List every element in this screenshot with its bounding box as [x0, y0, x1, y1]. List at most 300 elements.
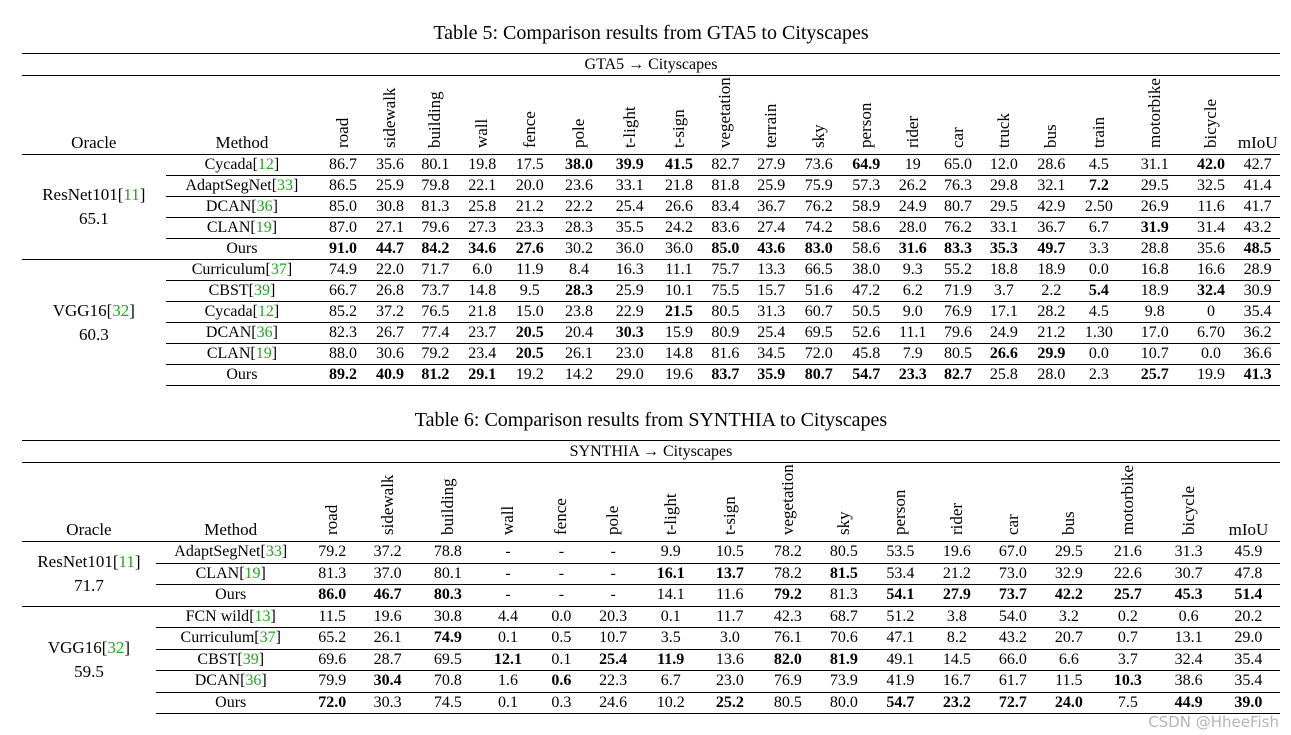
- column-header-miou: mIoU: [1228, 520, 1269, 539]
- table-row: [22, 260, 1280, 281]
- cell-sidewalk: 44.7: [368, 239, 412, 260]
- cell-road: 65.2: [306, 628, 359, 650]
- cell-bus: 20.7: [1042, 628, 1095, 650]
- cell-miou: 41.3: [1235, 365, 1280, 386]
- cell-bus: 28.6: [1028, 155, 1076, 176]
- cell-pole: 28.3: [554, 218, 605, 239]
- cell-miou: 35.4: [1235, 302, 1280, 323]
- cell-person: 53.5: [871, 542, 931, 564]
- cell-building: 80.1: [412, 155, 458, 176]
- column-header-row: [22, 76, 1280, 155]
- cell-sidewalk: 28.7: [359, 649, 417, 671]
- cell-pole: 22.3: [586, 671, 640, 693]
- column-header-train: train: [1088, 116, 1108, 148]
- cell-t-sign: 36.0: [655, 239, 703, 260]
- method-cell: Ours: [156, 585, 306, 607]
- cell-bicycle: 32.4: [1160, 649, 1217, 671]
- citation-ref[interactable]: 19: [255, 345, 272, 362]
- citation-ref[interactable]: 32: [107, 638, 125, 657]
- column-header-fence: fence: [551, 498, 571, 535]
- cell-miou: 43.2: [1235, 218, 1280, 239]
- cell-bus: 29.9: [1028, 344, 1076, 365]
- cell-road: 69.6: [306, 649, 359, 671]
- cell-sky: 80.5: [817, 542, 870, 564]
- oracle-backbone: ResNet101[11]: [42, 185, 146, 204]
- cell-sidewalk: 30.4: [359, 671, 417, 693]
- cell-bus: 24.0: [1042, 692, 1095, 714]
- cell-t-light: 25.9: [604, 281, 655, 302]
- citation-ref[interactable]: 37: [270, 261, 287, 278]
- column-header-road: road: [333, 117, 353, 148]
- cell-bus: 18.9: [1028, 260, 1076, 281]
- table-row: [22, 218, 1280, 239]
- cell-vegetation: 80.5: [759, 692, 818, 714]
- cell-t-sign: 23.0: [701, 671, 759, 693]
- cell-sidewalk: 26.1: [359, 628, 417, 650]
- table-row: [22, 563, 1280, 585]
- cell-miou: 47.8: [1217, 563, 1280, 585]
- cell-sky: 76.2: [794, 197, 843, 218]
- cell-train: 0.0: [1075, 260, 1123, 281]
- column-header-terrain: terrain: [761, 103, 781, 148]
- cell-rider: 9.3: [889, 260, 935, 281]
- oracle-header: Oracle: [66, 520, 112, 539]
- cell-road: 89.2: [318, 365, 368, 386]
- cell-t-light: 33.1: [604, 176, 655, 197]
- cell-person: 45.8: [843, 344, 889, 365]
- cell-t-sign: 15.9: [655, 323, 703, 344]
- cell-sky: 80.0: [817, 692, 870, 714]
- table-row: [22, 649, 1280, 671]
- cell-road: 81.3: [306, 563, 359, 585]
- cell-t-light: 36.0: [604, 239, 655, 260]
- citation-ref[interactable]: 19: [255, 219, 272, 236]
- cell-building: 74.9: [416, 628, 479, 650]
- cell-rider: 19: [889, 155, 935, 176]
- cell-sidewalk: 19.6: [359, 606, 417, 628]
- cell-terrain: 13.3: [748, 260, 794, 281]
- citation-ref[interactable]: 33: [277, 177, 294, 194]
- cell-bicycle: 19.9: [1187, 365, 1236, 386]
- cell-bicycle: 6.70: [1187, 323, 1236, 344]
- cell-person: 53.4: [871, 563, 931, 585]
- cell-miou: 36.2: [1235, 323, 1280, 344]
- cell-car: 73.7: [984, 585, 1043, 607]
- cell-bus: 42.2: [1042, 585, 1095, 607]
- cell-rider: 31.6: [889, 239, 935, 260]
- column-header-wall: wall: [498, 505, 517, 535]
- cell-sky: 72.0: [794, 344, 843, 365]
- column-header-t-sign: t-sign: [668, 109, 688, 148]
- cell-fence: -: [537, 542, 586, 564]
- cell-terrain: 34.5: [748, 344, 794, 365]
- cell-sidewalk: 27.1: [368, 218, 412, 239]
- cell-motorbike: 0.7: [1096, 628, 1161, 650]
- cell-t-sign: 11.7: [701, 606, 759, 628]
- method-cell: Ours: [166, 239, 319, 260]
- column-header-bicycle: bicycle: [1178, 485, 1198, 535]
- cell-fence: 20.5: [506, 323, 554, 344]
- cell-building: 69.5: [416, 649, 479, 671]
- cell-miou: 29.0: [1217, 628, 1280, 650]
- cell-motorbike: 17.0: [1123, 323, 1187, 344]
- cell-car: 83.3: [936, 239, 980, 260]
- cell-train: 1.30: [1075, 323, 1123, 344]
- cell-bicycle: 44.9: [1160, 692, 1217, 714]
- citation-ref[interactable]: 12: [257, 156, 274, 173]
- cell-terrain: 35.9: [748, 365, 794, 386]
- table-row: [22, 671, 1280, 693]
- cell-person: 47.2: [843, 281, 889, 302]
- cell-motorbike: 21.6: [1096, 542, 1161, 564]
- cell-sky: 81.3: [817, 585, 870, 607]
- cell-wall: 0.1: [479, 628, 537, 650]
- cell-car: 61.7: [984, 671, 1043, 693]
- cell-sidewalk: 40.9: [368, 365, 412, 386]
- cell-wall: -: [479, 542, 537, 564]
- span-header-row: [22, 441, 1280, 463]
- column-header-t-sign: t-sign: [719, 496, 739, 535]
- cell-sky: 73.9: [817, 671, 870, 693]
- cell-sidewalk: 25.9: [368, 176, 412, 197]
- cell-road: 66.7: [318, 281, 368, 302]
- cell-rider: 8.2: [930, 628, 983, 650]
- cell-t-sign: 41.5: [655, 155, 703, 176]
- cell-bus: 3.2: [1042, 606, 1095, 628]
- cell-road: 91.0: [318, 239, 368, 260]
- cell-building: 81.2: [412, 365, 458, 386]
- cell-car: 66.0: [984, 649, 1043, 671]
- cell-terrain: 27.4: [748, 218, 794, 239]
- cell-sky: 80.7: [794, 365, 843, 386]
- column-header-fence: fence: [519, 111, 539, 148]
- cell-road: 85.0: [318, 197, 368, 218]
- cell-bicycle: 35.6: [1187, 239, 1236, 260]
- cell-truck: 29.5: [980, 197, 1028, 218]
- cell-rider: 14.5: [930, 649, 983, 671]
- column-header-sky: sky: [808, 124, 828, 148]
- span-header: GTA5 → Cityscapes: [22, 54, 1280, 76]
- column-header-pole: pole: [603, 505, 623, 535]
- cell-t-light: 6.7: [640, 671, 701, 693]
- cell-t-sign: 10.5: [701, 542, 759, 564]
- cell-motorbike: 10.3: [1096, 671, 1161, 693]
- cell-fence: -: [537, 585, 586, 607]
- cell-pole: 23.8: [554, 302, 605, 323]
- cell-wall: 34.6: [459, 239, 507, 260]
- cell-rider: 7.9: [889, 344, 935, 365]
- column-header-bicycle: bicycle: [1201, 98, 1221, 148]
- cell-t-sign: 13.7: [701, 563, 759, 585]
- column-header-bus: bus: [1058, 511, 1078, 535]
- cell-fence: 11.9: [506, 260, 554, 281]
- citation-ref[interactable]: 12: [257, 303, 274, 320]
- cell-pole: 38.0: [554, 155, 605, 176]
- cell-rider: 28.0: [889, 218, 935, 239]
- column-header-vegetation: vegetation: [777, 464, 797, 535]
- cell-miou: 30.9: [1235, 281, 1280, 302]
- cell-bicycle: 11.6: [1187, 197, 1236, 218]
- cell-pole: 8.4: [554, 260, 605, 281]
- citation-ref[interactable]: 39: [242, 650, 259, 668]
- oracle-cell: [22, 155, 166, 260]
- cell-pole: 28.3: [554, 281, 605, 302]
- cell-fence: 9.5: [506, 281, 554, 302]
- cell-motorbike: 0.2: [1096, 606, 1161, 628]
- cell-wall: -: [479, 585, 537, 607]
- cell-vegetation: 42.3: [759, 606, 818, 628]
- cell-wall: 1.6: [479, 671, 537, 693]
- table-row: [22, 628, 1280, 650]
- table5: [22, 53, 1280, 386]
- table-row: [22, 176, 1280, 197]
- cell-motorbike: 31.9: [1123, 218, 1187, 239]
- cell-vegetation: 76.9: [759, 671, 818, 693]
- cell-t-light: 3.5: [640, 628, 701, 650]
- cell-vegetation: 81.8: [703, 176, 748, 197]
- column-header-vegetation: vegetation: [715, 77, 735, 148]
- cell-person: 51.2: [871, 606, 931, 628]
- cell-rider: 27.9: [930, 585, 983, 607]
- cell-vegetation: 75.7: [703, 260, 748, 281]
- cell-road: 79.2: [306, 542, 359, 564]
- method-header: Method: [215, 133, 269, 152]
- cell-sidewalk: 22.0: [368, 260, 412, 281]
- cell-car: 82.7: [936, 365, 980, 386]
- cell-miou: 51.4: [1217, 585, 1280, 607]
- cell-road: 82.3: [318, 323, 368, 344]
- table-row: [22, 344, 1280, 365]
- table5-caption: Table 5: Comparison results from GTA5 to Cityscapes: [433, 22, 869, 44]
- oracle-cell: [22, 606, 156, 714]
- cell-road: 87.0: [318, 218, 368, 239]
- cell-terrain: 15.7: [748, 281, 794, 302]
- cell-truck: 26.6: [980, 344, 1028, 365]
- cell-vegetation: 80.9: [703, 323, 748, 344]
- cell-pole: 26.1: [554, 344, 605, 365]
- cell-car: 80.5: [936, 344, 980, 365]
- column-header-person: person: [890, 489, 910, 535]
- cell-fence: 0.0: [537, 606, 586, 628]
- cell-bicycle: 38.6: [1160, 671, 1217, 693]
- cell-rider: 26.2: [889, 176, 935, 197]
- cell-person: 54.7: [843, 365, 889, 386]
- cell-miou: 45.9: [1217, 542, 1280, 564]
- cell-motorbike: 7.5: [1096, 692, 1161, 714]
- citation-ref[interactable]: 19: [244, 564, 261, 582]
- cell-vegetation: 85.0: [703, 239, 748, 260]
- cell-bicycle: 0.0: [1187, 344, 1236, 365]
- cell-sky: 81.9: [817, 649, 870, 671]
- cell-person: 64.9: [843, 155, 889, 176]
- column-header-car: car: [1002, 514, 1022, 535]
- citation-ref[interactable]: 33: [265, 543, 282, 561]
- cell-rider: 6.2: [889, 281, 935, 302]
- cell-building: 78.8: [416, 542, 479, 564]
- method-cell: DCAN[36]: [166, 323, 319, 344]
- cell-motorbike: 18.9: [1123, 281, 1187, 302]
- cell-sky: 69.5: [794, 323, 843, 344]
- citation-ref[interactable]: 11: [123, 185, 140, 204]
- cell-building: 84.2: [412, 239, 458, 260]
- cell-sky: 70.6: [817, 628, 870, 650]
- cell-bicycle: 32.5: [1187, 176, 1236, 197]
- cell-train: 4.5: [1075, 302, 1123, 323]
- cell-fence: 21.2: [506, 197, 554, 218]
- cell-t-sign: 11.1: [655, 260, 703, 281]
- cell-wall: 23.7: [459, 323, 507, 344]
- citation-ref[interactable]: 37: [259, 629, 276, 647]
- cell-motorbike: 28.8: [1123, 239, 1187, 260]
- table-row: [22, 365, 1280, 386]
- cell-t-light: 29.0: [604, 365, 655, 386]
- citation-ref[interactable]: 11: [118, 551, 135, 571]
- cell-sidewalk: 46.7: [359, 585, 417, 607]
- column-header-rider: rider: [946, 502, 966, 535]
- cell-bus: 32.9: [1042, 563, 1095, 585]
- method-cell: CLAN[19]: [166, 218, 319, 239]
- table-row: [22, 281, 1280, 302]
- cell-fence: 23.3: [506, 218, 554, 239]
- method-cell: Cycada[12]: [166, 302, 319, 323]
- cell-car: 67.0: [984, 542, 1043, 564]
- column-header-sky: sky: [833, 511, 853, 535]
- citation-ref[interactable]: 36: [256, 198, 273, 215]
- column-header-motorbike: motorbike: [1144, 78, 1164, 148]
- cell-building: 80.3: [416, 585, 479, 607]
- cell-terrain: 31.3: [748, 302, 794, 323]
- cell-motorbike: 31.1: [1123, 155, 1187, 176]
- table-row: [22, 197, 1280, 218]
- column-header-wall: wall: [472, 118, 492, 148]
- cell-wall: 21.8: [459, 302, 507, 323]
- cell-t-light: 25.4: [604, 197, 655, 218]
- citation-ref[interactable]: 13: [254, 607, 271, 625]
- cell-t-sign: 21.5: [655, 302, 703, 323]
- cell-building: 30.8: [416, 606, 479, 628]
- cell-t-sign: 3.0: [701, 628, 759, 650]
- cell-vegetation: 82.0: [759, 649, 818, 671]
- cell-car: 76.9: [936, 302, 980, 323]
- cell-t-sign: 14.8: [655, 344, 703, 365]
- oracle-cell: [22, 542, 156, 607]
- cell-building: 76.5: [412, 302, 458, 323]
- cell-miou: 28.9: [1235, 260, 1280, 281]
- cell-miou: 48.5: [1235, 239, 1280, 260]
- cell-person: 41.9: [871, 671, 931, 693]
- cell-bicycle: 31.4: [1187, 218, 1236, 239]
- cell-vegetation: 78.2: [759, 563, 818, 585]
- cell-vegetation: 83.7: [703, 365, 748, 386]
- table-row: [22, 585, 1280, 607]
- cell-motorbike: 26.9: [1123, 197, 1187, 218]
- column-header-building: building: [425, 91, 445, 148]
- citation-ref[interactable]: 32: [112, 300, 130, 320]
- method-cell: CLAN[19]: [156, 563, 306, 585]
- cell-wall: 12.1: [479, 649, 537, 671]
- cell-pole: -: [586, 585, 640, 607]
- cell-miou: 41.7: [1235, 197, 1280, 218]
- cell-sky: 51.6: [794, 281, 843, 302]
- cell-pole: 20.4: [554, 323, 605, 344]
- cell-motorbike: 25.7: [1096, 585, 1161, 607]
- cell-bus: 21.2: [1028, 323, 1076, 344]
- cell-bus: 36.7: [1028, 218, 1076, 239]
- cell-pole: 22.2: [554, 197, 605, 218]
- cell-sky: 66.5: [794, 260, 843, 281]
- cell-building: 81.3: [412, 197, 458, 218]
- cell-fence: 20.5: [506, 344, 554, 365]
- cell-sidewalk: 30.3: [359, 692, 417, 714]
- cell-car: 76.2: [936, 218, 980, 239]
- cell-rider: 23.3: [889, 365, 935, 386]
- cell-truck: 35.3: [980, 239, 1028, 260]
- cell-pole: 25.4: [586, 649, 640, 671]
- cell-building: 71.7: [412, 260, 458, 281]
- cell-car: 43.2: [984, 628, 1043, 650]
- cell-sidewalk: 37.2: [359, 542, 417, 564]
- table6-caption: Table 6: Comparison results from SYNTHIA to Cityscapes: [414, 409, 888, 431]
- cell-sidewalk: 26.7: [368, 323, 412, 344]
- cell-wall: 29.1: [459, 365, 507, 386]
- table-row: [22, 239, 1280, 260]
- cell-t-light: 0.1: [640, 606, 701, 628]
- method-cell: DCAN[36]: [156, 671, 306, 693]
- cell-train: 4.5: [1075, 155, 1123, 176]
- cell-road: 74.9: [318, 260, 368, 281]
- cell-truck: 12.0: [980, 155, 1028, 176]
- table6: [22, 440, 1280, 714]
- cell-wall: 4.4: [479, 606, 537, 628]
- cell-car: 54.0: [984, 606, 1043, 628]
- citation-ref[interactable]: 36: [245, 672, 262, 690]
- cell-rider: 11.1: [889, 323, 935, 344]
- cell-bus: 32.1: [1028, 176, 1076, 197]
- cell-vegetation: 79.2: [759, 585, 818, 607]
- cell-t-sign: 25.2: [701, 692, 759, 714]
- oracle-backbone: ResNet101[11]: [37, 551, 141, 571]
- cell-truck: 18.8: [980, 260, 1028, 281]
- cell-wall: -: [479, 563, 537, 585]
- cell-sky: 83.0: [794, 239, 843, 260]
- cell-sidewalk: 37.0: [359, 563, 417, 585]
- method-cell: Curriculum[37]: [166, 260, 319, 281]
- method-cell: DCAN[36]: [166, 197, 319, 218]
- method-cell: CBST[39]: [156, 649, 306, 671]
- cell-sky: 75.9: [794, 176, 843, 197]
- cell-truck: 17.1: [980, 302, 1028, 323]
- cell-terrain: 36.7: [748, 197, 794, 218]
- citation-ref[interactable]: 39: [253, 282, 270, 299]
- cell-vegetation: 75.5: [703, 281, 748, 302]
- oracle-backbone: VGG16[32]: [52, 300, 135, 320]
- cell-t-light: 16.3: [604, 260, 655, 281]
- cell-rider: 24.9: [889, 197, 935, 218]
- cell-wall: 0.1: [479, 692, 537, 714]
- cell-car: 80.7: [936, 197, 980, 218]
- citation-ref[interactable]: 36: [256, 324, 273, 341]
- oracle-header: Oracle: [71, 133, 117, 152]
- cell-building: 70.8: [416, 671, 479, 693]
- cell-building: 79.6: [412, 218, 458, 239]
- method-cell: FCN wild[13]: [156, 606, 306, 628]
- cell-vegetation: 76.1: [759, 628, 818, 650]
- cell-pole: 20.3: [586, 606, 640, 628]
- cell-bicycle: 30.7: [1160, 563, 1217, 585]
- cell-person: 52.6: [843, 323, 889, 344]
- cell-truck: 3.7: [980, 281, 1028, 302]
- cell-wall: 22.1: [459, 176, 507, 197]
